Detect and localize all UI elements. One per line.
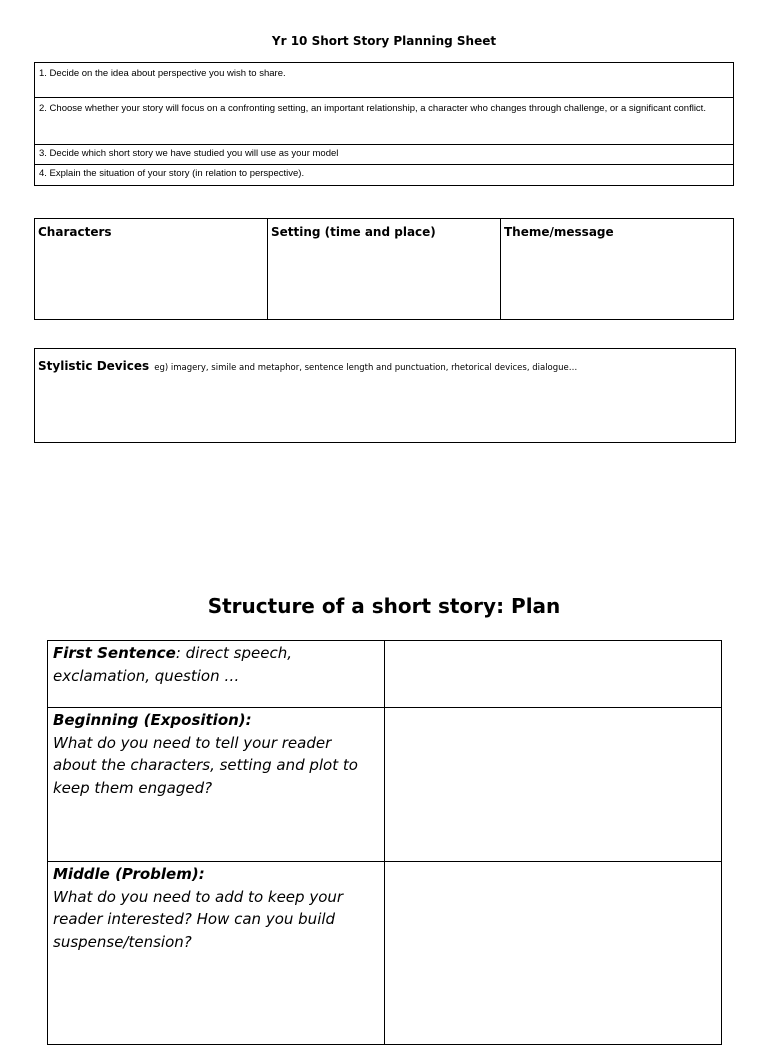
- stylistic-devices-label: Stylistic Devices: [38, 359, 150, 373]
- stylistic-devices-note-text: eg) imagery, simile and metaphor, sentence length and punctuation, rhetorical devices, dialogue…: [154, 363, 578, 373]
- step-row: [35, 63, 734, 98]
- step-1[interactable]: 1. Decide on the idea about perspective you wish to share.: [35, 63, 734, 98]
- beginning-prompt: [48, 708, 385, 862]
- first-sentence-prompt: [48, 641, 385, 708]
- structure-plan-table: [47, 640, 722, 1045]
- step-2[interactable]: 2. Choose whether your story will focus on a confronting setting, an important relationship, a character who changes through challenge, or a significant conflict.: [35, 98, 734, 145]
- setting-cell[interactable]: Setting (time and place): [268, 219, 501, 320]
- characters-cell[interactable]: Characters: [35, 219, 268, 320]
- first-sentence-answer[interactable]: [385, 641, 722, 708]
- beginning-text: What do you need to tell your reader about the characters, setting and plot to keep them engaged?: [53, 733, 358, 797]
- stylistic-devices-note: [154, 363, 577, 373]
- plan-row-first-sentence: [48, 641, 722, 708]
- middle-label: Middle (Problem):: [53, 865, 205, 883]
- step-row: [35, 98, 734, 145]
- theme-cell[interactable]: Theme/message: [501, 219, 734, 320]
- structure-heading: Structure of a short story: Plan: [207, 594, 561, 618]
- stylistic-devices-box[interactable]: [34, 348, 736, 443]
- middle-text: What do you need to add to keep your reader interested? How can you build suspense/tension?: [53, 887, 344, 951]
- first-sentence-label: First Sentence: [53, 644, 176, 662]
- middle-answer[interactable]: [385, 862, 722, 1045]
- page-title: Yr 10 Short Story Planning Sheet: [271, 34, 497, 48]
- triple-row: [35, 219, 734, 320]
- beginning-label: Beginning (Exposition):: [53, 711, 252, 729]
- plan-row-middle: [48, 862, 722, 1045]
- characters-setting-theme-table: [34, 218, 734, 320]
- beginning-answer[interactable]: [385, 708, 722, 862]
- step-row: [35, 165, 734, 185]
- step-row: [35, 145, 734, 165]
- steps-table: [34, 62, 734, 186]
- plan-row-beginning: [48, 708, 722, 862]
- first-sentence-text: : direct speech, exclamation, question …: [53, 644, 292, 685]
- middle-prompt: [48, 862, 385, 1045]
- step-4[interactable]: 4. Explain the situation of your story (in relation to perspective).: [35, 165, 734, 185]
- step-3[interactable]: 3. Decide which short story we have studied you will use as your model: [35, 145, 734, 165]
